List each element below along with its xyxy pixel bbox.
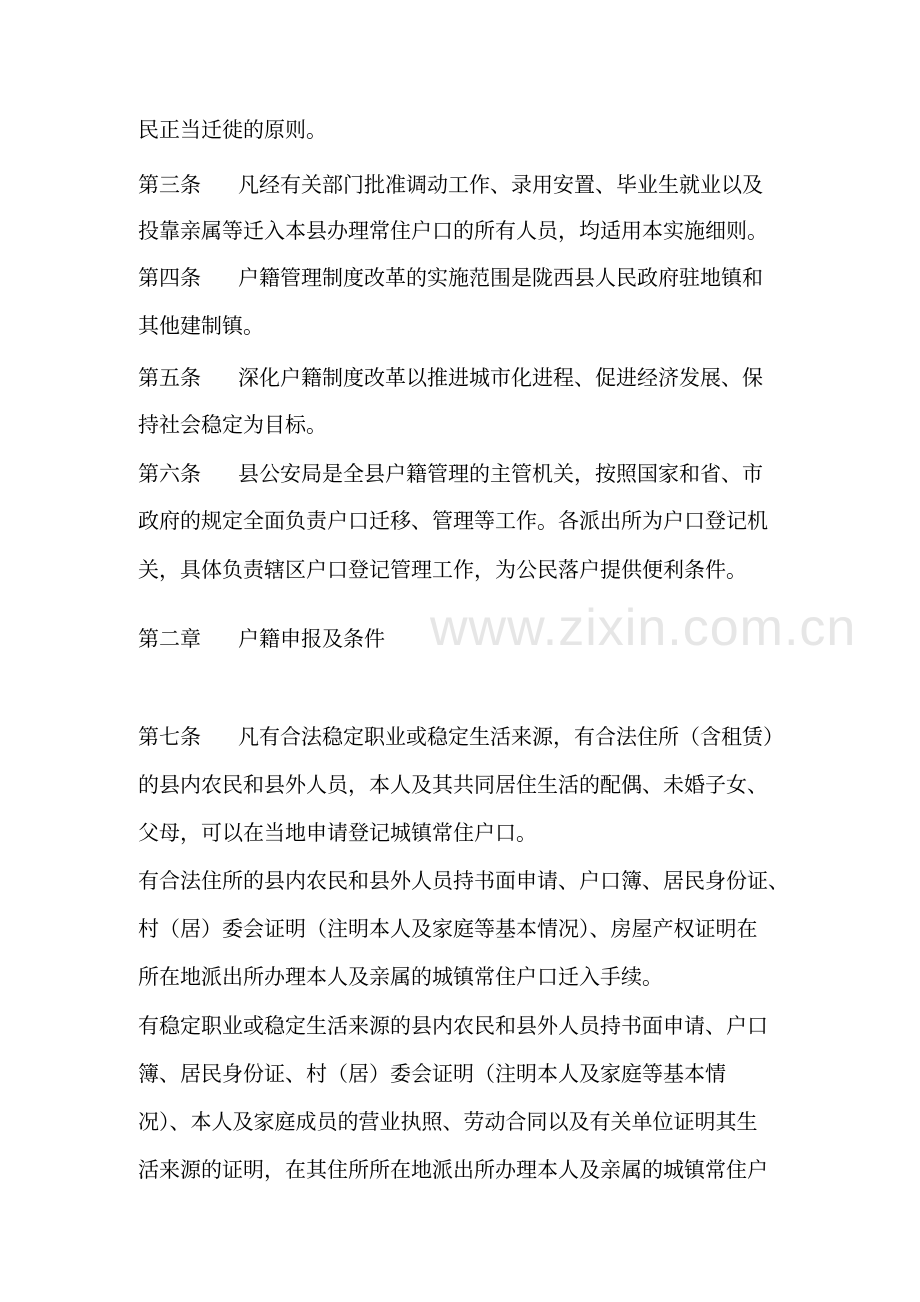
article-3-line: [138, 170, 788, 200]
line-text: 有稳定职业或稳定生活来源的县内农民和县外人员持书面申请、户口: [138, 1014, 768, 1038]
article-label: 第四条: [138, 266, 201, 290]
line-text: 深化户籍制度改革以推进城市化进程、促进经济发展、保: [238, 366, 763, 390]
text-line: [138, 914, 788, 944]
line-text: 投靠亲属等迁入本县办理常住户口的所有人员，均适用本实施细则。: [138, 219, 768, 243]
text-line: [138, 216, 788, 246]
line-text: 况）、本人及家庭成员的营业执照、劳动合同以及有关单位证明其生: [138, 1110, 758, 1134]
article-label: 第六条: [138, 462, 201, 486]
line-text: 凡有合法稳定职业或稳定生活来源，有合法住所（含租赁）: [238, 725, 784, 749]
line-text: 簿、居民身份证、村（居）委会证明（注明本人及家庭等基本情: [138, 1062, 726, 1086]
chapter-title: 户籍申报及条件: [238, 627, 385, 651]
text-line: [138, 770, 788, 800]
text-line: [138, 506, 788, 536]
line-text: 关，具体负责辖区户口登记管理工作，为公民落户提供便利条件。: [138, 558, 747, 582]
chapter-2-heading: [138, 624, 788, 654]
line-text: 户籍管理制度改革的实施范围是陇西县人民政府驻地镇和: [238, 266, 763, 290]
line-text: 有合法住所的县内农民和县外人员持书面申请、户口簿、居民身份证、: [138, 869, 789, 893]
line-text: 活来源的证明，在其住所所在地派出所办理本人及亲属的城镇常住户: [138, 1158, 768, 1182]
chapter-label: 第二章: [138, 627, 201, 651]
text-line: [138, 1155, 788, 1185]
text-line: [138, 555, 788, 585]
line-text: 所在地派出所办理本人及亲属的城镇常住户口迁入手续。: [138, 965, 663, 989]
article-label: 第五条: [138, 366, 201, 390]
article-7-line: [138, 722, 788, 752]
line-text: 凡经有关部门批准调动工作、录用安置、毕业生就业以及: [238, 173, 763, 197]
text-line: [138, 311, 788, 341]
text-line: [138, 818, 788, 848]
text-line: [138, 1059, 788, 1089]
text-line: [138, 410, 788, 440]
text-line: [138, 962, 788, 992]
line-text: 父母，可以在当地申请登记城镇常住户口。: [138, 821, 537, 845]
article-6-line: [138, 459, 788, 489]
line-text: 的县内农民和县外人员，本人及其共同居住生活的配偶、未婚子女、: [138, 773, 768, 797]
text-line: [138, 1107, 788, 1137]
text-line: [138, 115, 788, 145]
line-text: 政府的规定全面负责户口迁移、管理等工作。各派出所为户口登记机: [138, 509, 768, 533]
watermark: www.zixin.com.cn: [430, 599, 857, 657]
article-4-line: [138, 263, 788, 293]
text-line: [138, 866, 788, 896]
line-text: 县公安局是全县户籍管理的主管机关，按照国家和省、市: [238, 462, 763, 486]
line-text: 其他建制镇。: [138, 314, 264, 338]
article-5-line: [138, 363, 788, 393]
line-text: 村（居）委会证明（注明本人及家庭等基本情况）、房屋产权证明在: [138, 917, 758, 941]
article-label: 第三条: [138, 173, 201, 197]
text-line: [138, 1011, 788, 1041]
line-text: 民正当迁徙的原则。: [138, 118, 327, 142]
line-text: 持社会稳定为目标。: [138, 413, 327, 437]
article-label: 第七条: [138, 725, 201, 749]
